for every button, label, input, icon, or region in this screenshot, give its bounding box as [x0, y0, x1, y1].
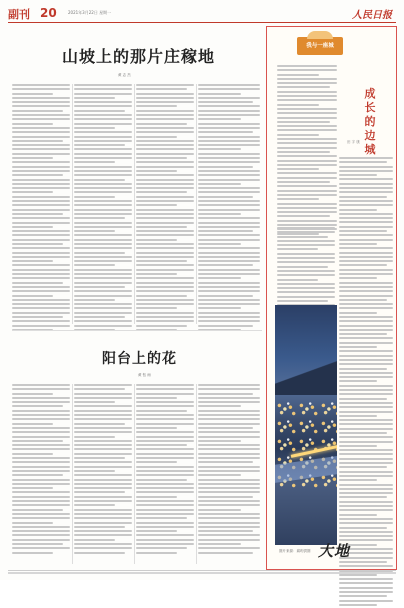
- column-rule: [72, 84, 73, 324]
- article1-column-3: [136, 84, 194, 333]
- column-badge: [297, 37, 343, 55]
- column-rule: [134, 384, 135, 564]
- column-rule: [134, 84, 135, 324]
- article1-column-1: [12, 84, 70, 333]
- city-night-photo: [275, 305, 337, 545]
- column-rule: [72, 384, 73, 564]
- section-brand: 大地: [318, 542, 351, 560]
- date-line: 2021年3月22日 星期一: [68, 10, 112, 15]
- sidebar-text-top: [277, 65, 337, 237]
- photo-mountain: [275, 345, 337, 395]
- article2-column-1: [12, 384, 70, 556]
- article2-title: 阳台上的花: [102, 351, 177, 367]
- column-rule: [196, 84, 197, 324]
- page-footer: [8, 570, 396, 577]
- feature-title: 成长的边城: [364, 87, 376, 156]
- sidebar-text-mid-left: [277, 227, 335, 313]
- article2-column-2: [74, 384, 132, 556]
- newspaper-logo: 人民日报: [352, 10, 392, 21]
- article1-byline: 黄 志 杰: [118, 73, 131, 77]
- feature-sidebar: [266, 26, 397, 570]
- article2-byline: 黄 钰 雨: [138, 373, 151, 377]
- column-badge-label: 我与一座城: [306, 43, 334, 49]
- column-rule: [196, 384, 197, 564]
- badge-ornament: [307, 31, 333, 39]
- article-divider: [12, 330, 262, 331]
- feature-author: 田 字 康: [347, 140, 360, 144]
- page-number: 20: [40, 6, 57, 20]
- article2-column-4: [198, 384, 260, 556]
- article1-column-2: [74, 84, 132, 333]
- section-title: 副刊: [8, 8, 30, 21]
- article2-column-3: [136, 384, 194, 556]
- article1-column-4: [198, 84, 260, 333]
- page-header: [8, 6, 396, 23]
- article1-title: 山坡上的那片庄稼地: [62, 47, 216, 66]
- photo-caption: 图片来源：翁玥供图: [279, 549, 311, 553]
- footer-text: [8, 572, 396, 574]
